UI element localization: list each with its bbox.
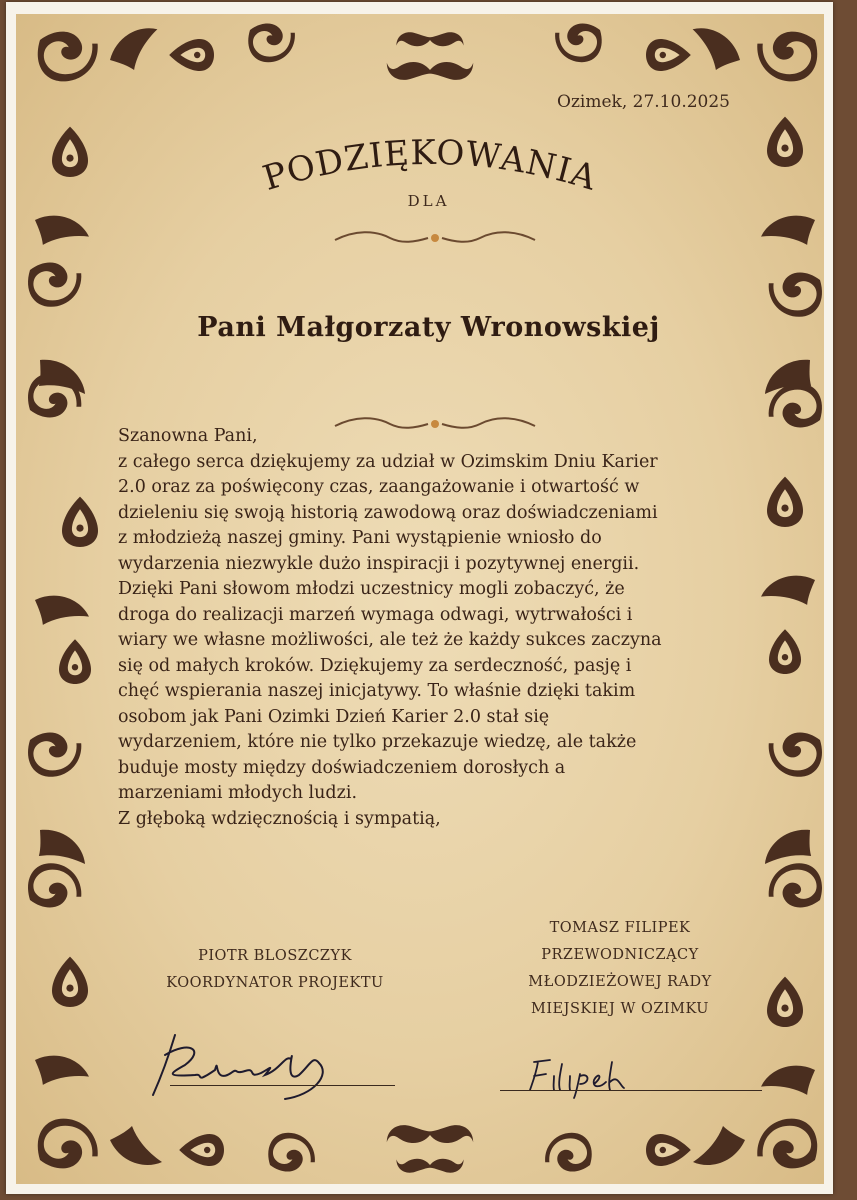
handwritten-signature-chairman (520, 1050, 630, 1100)
signatory-name: PIOTR BLOSZCZYK (198, 948, 352, 964)
body-line: wydarzeniem, które nie tylko przekazuje wiedzę, ale także (118, 732, 637, 752)
signatory-role: MŁODZIEŻOWEJ RADY (528, 974, 712, 990)
handwritten-signature-coordinator (135, 1015, 365, 1105)
signatory-role: PRZEWODNICZĄCY (541, 947, 699, 963)
body-line: dzieleniu się swoją historią zawodową oraz doświadczeniami (118, 502, 658, 523)
title-text: PODZIĘKOWANIA (258, 132, 602, 199)
document-date: Ozimek, 27.10.2025 (557, 92, 730, 112)
letter-body (118, 424, 778, 832)
body-line: wydarzenia niezwykle dużo inspiracji i pozytywnej energii. (118, 553, 640, 574)
body-line: chęć wspierania naszej inicjatywy. To właśnie dzięki takim (118, 681, 636, 701)
signatory-chairman (495, 915, 745, 1023)
signatory-name: TOMASZ FILIPEK (549, 920, 691, 936)
body-line: buduje mosty między doświadczeniem dorosłych a (118, 757, 566, 778)
ornament-divider-top (330, 228, 540, 248)
body-line: z młodzieżą naszej gminy. Pani wystąpienie wniosło do (118, 528, 602, 548)
recipient-name: Pani Małgorzaty Wronowskiej (197, 312, 660, 343)
body-line: marzeniami młodych ludzi. (118, 783, 358, 803)
body-line: wiary we własne możliwości, ale też że każdy sukces zaczyna (118, 630, 662, 650)
body-line: osobom jak Pani Ozimki Dzień Karier 2.0 stał się (118, 706, 550, 727)
title-subtitle: DLA (407, 192, 450, 210)
left-border-ornament (26, 127, 98, 1105)
body-line: z całego serca dziękujemy za udział w Ozimskim Dniu Karier (118, 451, 658, 472)
signature-line-coordinator (170, 1085, 395, 1086)
signatory-role: MIEJSKIEJ W OZIMKU (530, 1001, 710, 1017)
signatory-role: KOORDYNATOR PROJEKTU (166, 975, 384, 991)
signatory-coordinator (130, 943, 420, 997)
body-line: Dzięki Pani słowom młodzi uczestnicy mogli zobaczyć, że (118, 579, 625, 599)
body-line: się od małych kroków. Dziękujemy za serdeczność, pasję i (118, 655, 632, 676)
body-line: Szanowna Pani, (118, 426, 258, 446)
bottom-border-ornament (38, 1119, 817, 1173)
svg-text:PODZIĘKOWANIA (258, 133, 601, 199)
closing-line: Z głęboką wdzięcznością i sympatią, (118, 808, 441, 829)
top-border-ornament (38, 23, 817, 81)
body-line: droga do realizacji marzeń wymaga odwagi, wytrwałości i (118, 604, 633, 625)
signature-line-chairman (500, 1090, 762, 1091)
body-line: 2.0 oraz za poświęcony czas, zaangażowanie i otwartość w (118, 477, 640, 497)
